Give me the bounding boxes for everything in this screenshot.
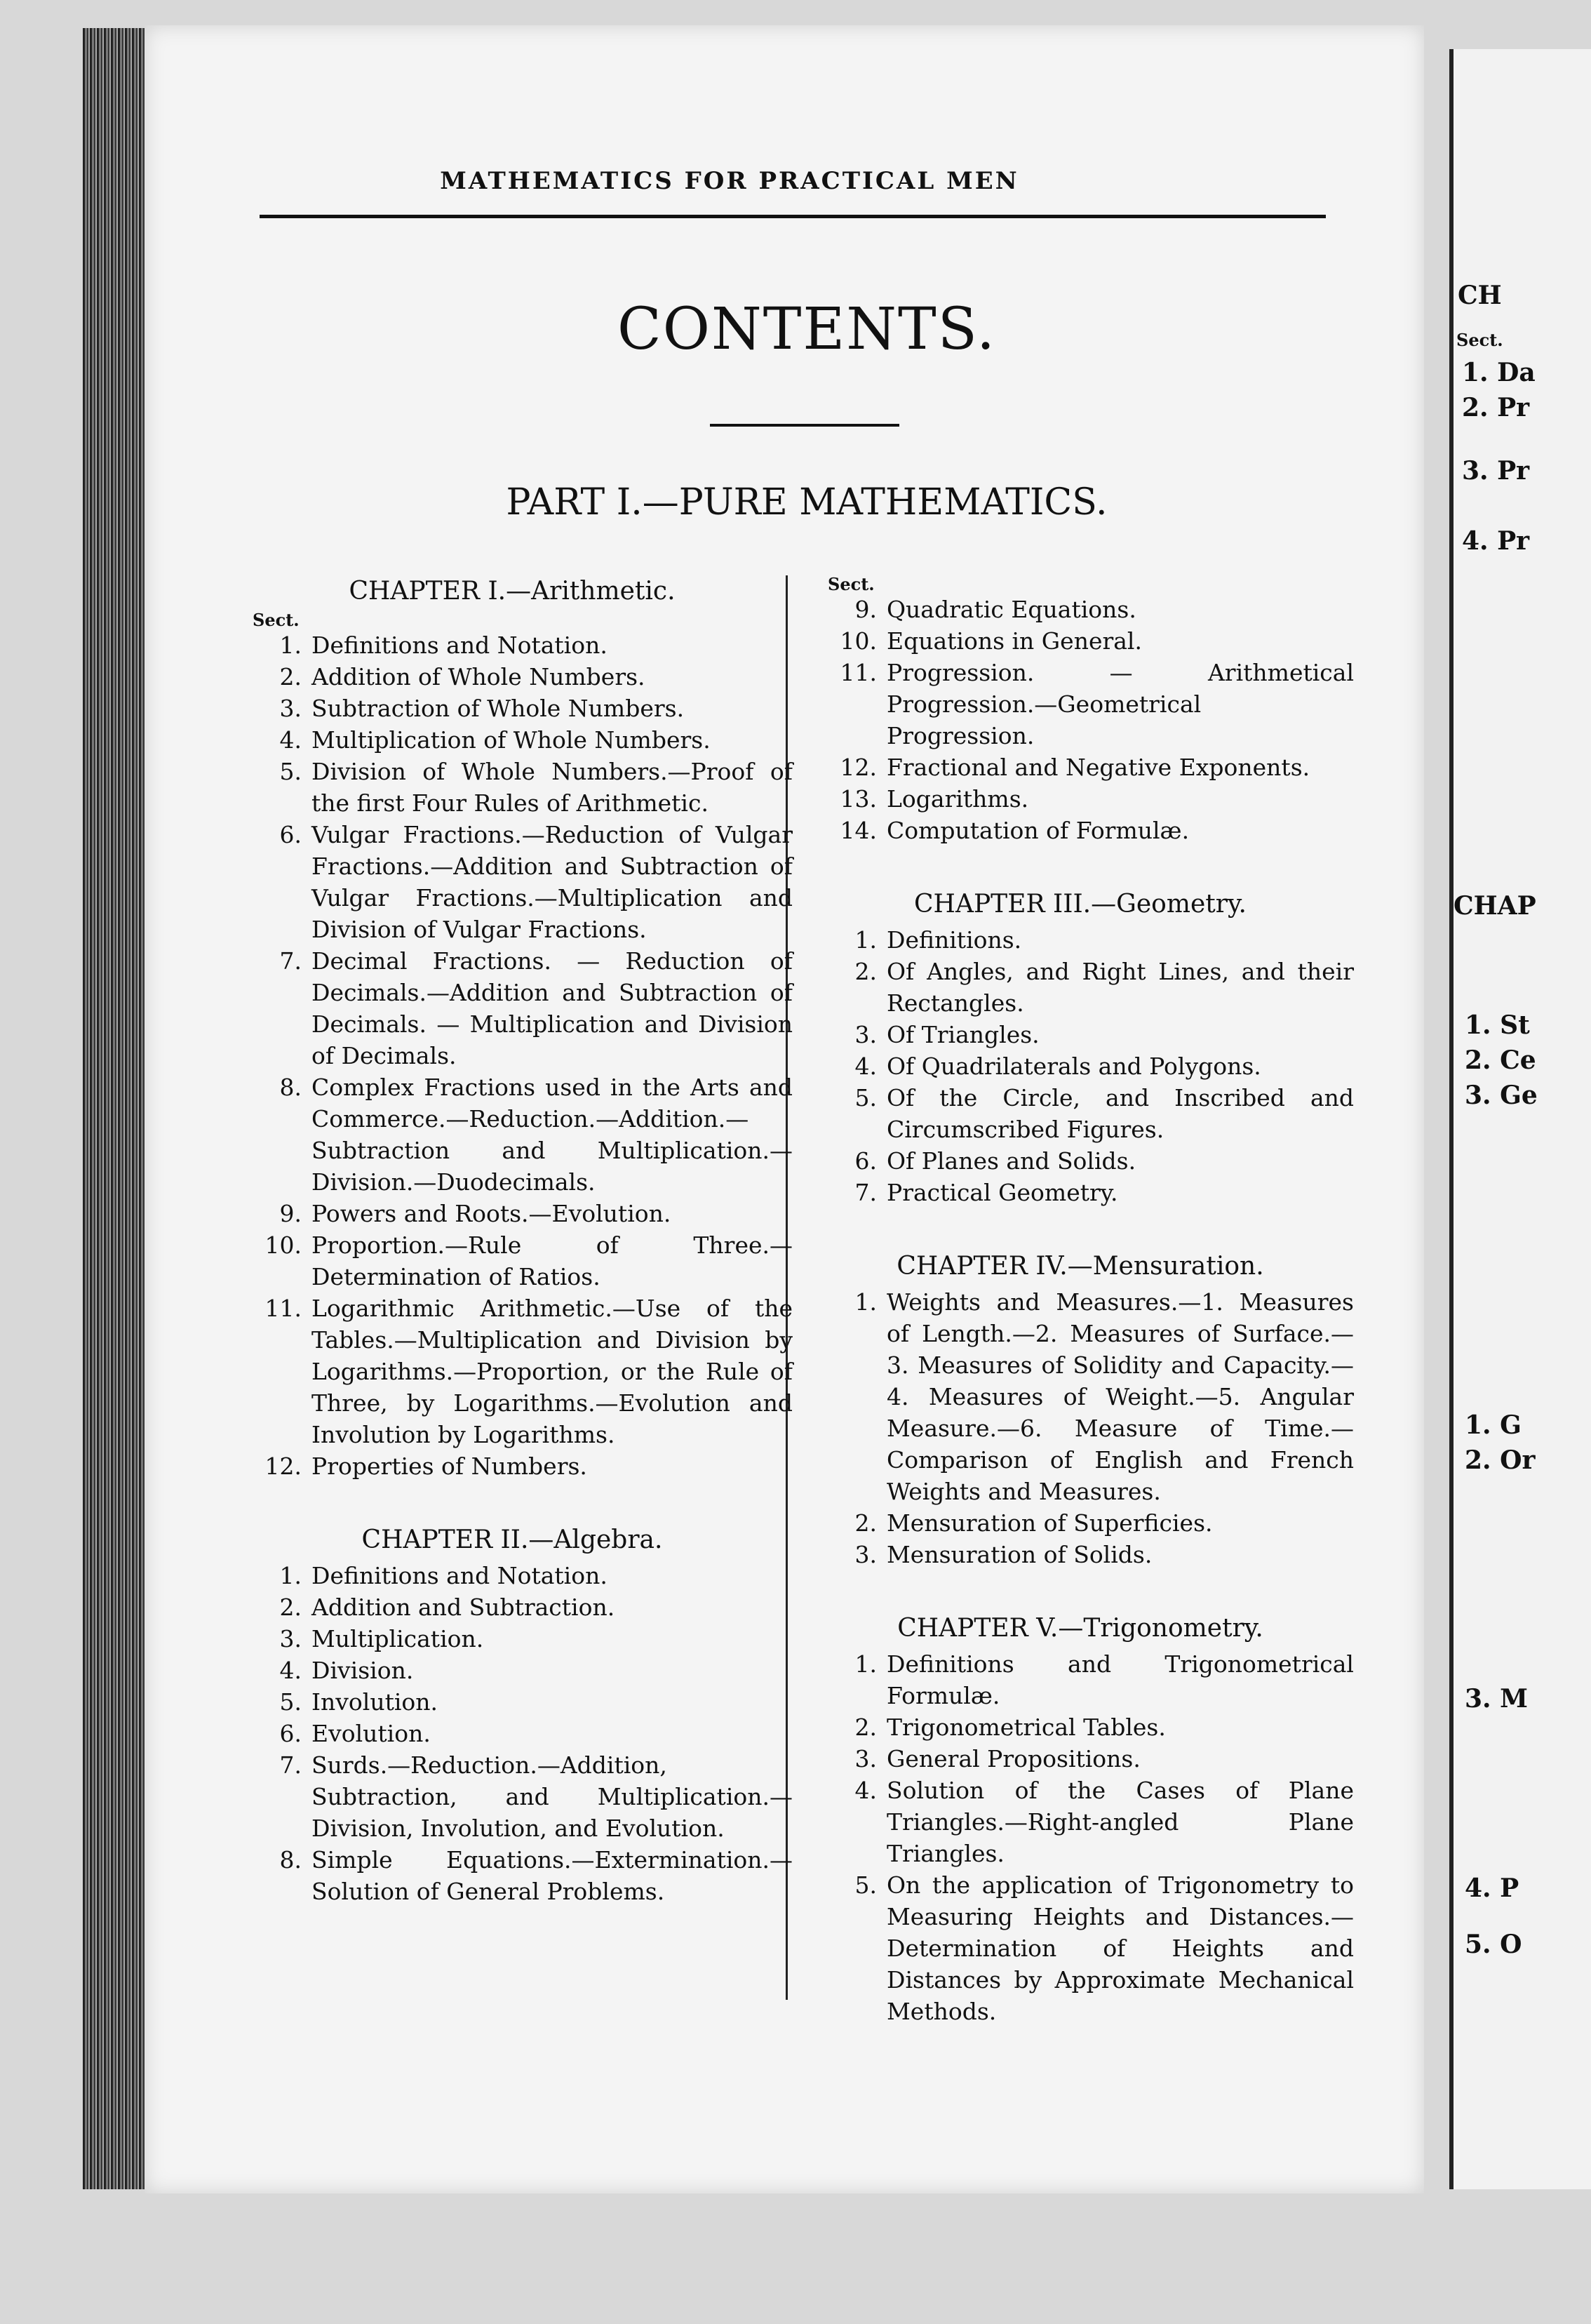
next-page-fragment: 1. Da — [1462, 358, 1536, 387]
chapter-entries — [807, 1648, 1354, 2027]
toc-entry — [231, 1071, 793, 1198]
section-title: Trigonometrical Tables. — [887, 1714, 1166, 1741]
next-page-fragment: CHAP — [1454, 891, 1536, 921]
title-rule — [710, 424, 899, 427]
toc-entry — [231, 693, 793, 724]
section-number: 5. — [854, 1871, 877, 1899]
section-title: Addition of Whole Numbers. — [311, 663, 645, 690]
section-number: 9. — [279, 1200, 302, 1227]
right-column — [807, 575, 1354, 2027]
section-number: 1. — [854, 1288, 877, 1316]
section-title: Complex Fractions used in the Arts and Commerce.—Reduction.—Addition.— Subtraction and Multiplication.—Division.—Duodecimals. — [311, 1074, 793, 1196]
toc-entry — [807, 1145, 1354, 1177]
section-title: Solution of the Cases of Plane Triangles.—Right-angled Plane Triangles. — [887, 1777, 1354, 1867]
chapter-entries — [231, 1560, 793, 1907]
next-page-fragment: 3. M — [1465, 1684, 1528, 1714]
section-title: Decimal Fractions. — Reduction of Decimals.—Addition and Subtraction of Decimals. — Multiplication and Division of Decimals. — [311, 947, 793, 1069]
toc-entry — [807, 815, 1354, 846]
toc-entry — [231, 1718, 793, 1749]
section-number: 2. — [854, 1509, 877, 1537]
section-title: Powers and Roots.—Evolution. — [311, 1200, 671, 1227]
toc-entry — [807, 625, 1354, 657]
section-title: Division of Whole Numbers.—Proof of the first Four Rules of Arithmetic. — [311, 758, 793, 817]
section-title: Of Angles, and Right Lines, and their Rectangles. — [887, 958, 1354, 1017]
section-number: 8. — [279, 1846, 302, 1874]
toc-entry — [231, 724, 793, 756]
chapter-entries — [807, 1286, 1354, 1570]
section-number: 6. — [279, 821, 302, 848]
chapter-heading: CHAPTER I.—Arithmetic. — [349, 577, 676, 606]
section-number: 5. — [279, 758, 302, 785]
toc-entry — [231, 1844, 793, 1907]
chapter-heading: CHAPTER V.—Trigonometry. — [897, 1614, 1263, 1643]
section-title: General Propositions. — [887, 1745, 1141, 1772]
section-number: 4. — [854, 1777, 877, 1804]
chapter-entries — [231, 629, 793, 1482]
toc-entry — [231, 1229, 793, 1293]
section-number: 2. — [279, 1594, 302, 1621]
section-title: Surds.—Reduction.—Addition, Subtraction, and Multiplication.—Division, Involution, and Evolution. — [311, 1751, 793, 1842]
section-number: 10. — [840, 627, 877, 655]
section-number: 7. — [854, 1179, 877, 1206]
sect-label: Sect. — [253, 610, 300, 630]
section-title: Multiplication. — [311, 1625, 484, 1652]
section-number: 2. — [854, 1714, 877, 1741]
section-title: Multiplication of Whole Numbers. — [311, 726, 711, 754]
section-number: 3. — [279, 695, 302, 722]
section-number: 13. — [840, 785, 877, 813]
toc-entry — [231, 1560, 793, 1591]
section-title: Definitions and Trigonometrical Formulæ. — [887, 1650, 1354, 1709]
section-number: 9. — [854, 596, 877, 623]
chapter-heading: CHAPTER III.—Geometry. — [914, 890, 1247, 919]
chapter-heading: CHAPTER IV.—Mensuration. — [897, 1252, 1264, 1281]
section-title: Computation of Formulæ. — [887, 817, 1190, 844]
toc-entry — [807, 1019, 1354, 1050]
section-number: 12. — [840, 754, 877, 781]
toc-entry — [231, 1591, 793, 1623]
section-title: Definitions and Notation. — [311, 1562, 607, 1589]
contents-title: CONTENTS. — [617, 296, 997, 363]
section-title: Of Planes and Solids. — [887, 1147, 1136, 1175]
section-number: 5. — [854, 1084, 877, 1111]
next-page-fragment: 4. Pr — [1462, 526, 1530, 556]
section-number: 8. — [279, 1074, 302, 1101]
toc-entry — [807, 1743, 1354, 1775]
section-title: Mensuration of Superficies. — [887, 1509, 1213, 1537]
toc-entry — [231, 1450, 793, 1482]
section-number: 3. — [279, 1625, 302, 1652]
section-number: 4. — [854, 1053, 877, 1080]
section-title: Of Quadrilaterals and Polygons. — [887, 1053, 1261, 1080]
toc-entry — [807, 1050, 1354, 1082]
section-number: 4. — [279, 726, 302, 754]
toc-entry — [807, 956, 1354, 1019]
toc-entry — [807, 1648, 1354, 1711]
toc-entry — [807, 594, 1354, 625]
toc-entry — [807, 1286, 1354, 1507]
toc-entry — [231, 629, 793, 661]
book-binding — [83, 28, 145, 2189]
section-number: 2. — [854, 958, 877, 985]
section-number: 12. — [264, 1452, 302, 1480]
section-number: 1. — [854, 926, 877, 954]
next-page-fragment: 1. St — [1465, 1010, 1530, 1040]
chapter-entries — [807, 594, 1354, 846]
toc-entry — [231, 1623, 793, 1655]
next-page-fragment: 1. G — [1465, 1410, 1522, 1440]
section-title: Addition and Subtraction. — [311, 1594, 615, 1621]
section-title: Equations in General. — [887, 627, 1142, 655]
section-number: 10. — [264, 1231, 302, 1259]
next-page-fragment: 3. Ge — [1465, 1081, 1538, 1110]
sect-label: Sect. — [828, 574, 875, 594]
section-number: 3. — [854, 1541, 877, 1568]
toc-entry — [807, 1507, 1354, 1539]
section-number: 1. — [854, 1650, 877, 1678]
section-title: Practical Geometry. — [887, 1179, 1118, 1206]
toc-entry — [807, 1539, 1354, 1570]
section-title: On the application of Trigonometry to Measuring Heights and Distances.— Determination of Heights and Distances by Approximate Mechanical Methods. — [887, 1871, 1354, 2025]
section-number: 1. — [279, 1562, 302, 1589]
chapter-heading: CHAPTER II.—Algebra. — [361, 1525, 663, 1554]
section-number: 2. — [279, 663, 302, 690]
header-rule — [260, 215, 1326, 218]
section-number: 5. — [279, 1688, 302, 1716]
toc-entry — [231, 1198, 793, 1229]
section-title: Quadratic Equations. — [887, 596, 1136, 623]
next-page-fragment: 3. Pr — [1462, 456, 1530, 486]
next-page-fragment: CH — [1458, 281, 1502, 310]
section-title: Logarithmic Arithmetic.—Use of the Tables.—Multiplication and Division by Logarithms.—Proportion, or the Rule of Three, by Logarithms.—Evolution and Involution by Logarithms. — [311, 1295, 793, 1448]
toc-entry — [231, 756, 793, 819]
next-page-fragment: 2. Pr — [1462, 393, 1530, 422]
section-number: 7. — [279, 1751, 302, 1779]
section-title: Logarithms. — [887, 785, 1029, 813]
section-title: Definitions. — [887, 926, 1022, 954]
toc-entry — [807, 1869, 1354, 2027]
toc-entry — [231, 1293, 793, 1450]
toc-entry — [231, 661, 793, 693]
toc-entry — [807, 924, 1354, 956]
section-title: Involution. — [311, 1688, 438, 1716]
running-head: MATHEMATICS FOR PRACTICAL MEN — [440, 167, 1019, 195]
section-title: Fractional and Negative Exponents. — [887, 754, 1310, 781]
toc-entry — [807, 1775, 1354, 1869]
section-number: 3. — [854, 1021, 877, 1048]
part-title: PART I.—PURE MATHEMATICS. — [506, 481, 1108, 523]
section-title: Mensuration of Solids. — [887, 1541, 1153, 1568]
chapter-entries — [807, 924, 1354, 1208]
toc-entry — [231, 819, 793, 945]
next-page-fragment: 2. Ce — [1465, 1046, 1536, 1075]
next-page-edge — [1449, 49, 1591, 2189]
section-number: 7. — [279, 947, 302, 975]
section-title: Subtraction of Whole Numbers. — [311, 695, 685, 722]
next-page-fragment: 2. Or — [1465, 1445, 1536, 1475]
section-title: Properties of Numbers. — [311, 1452, 587, 1480]
section-number: 11. — [840, 659, 877, 686]
toc-entry — [807, 657, 1354, 752]
section-number: 1. — [279, 632, 302, 659]
toc-entry — [231, 945, 793, 1071]
toc-entry — [807, 1082, 1354, 1145]
next-page-fragment: 5. O — [1465, 1930, 1522, 1959]
section-title: Of the Circle, and Inscribed and Circumscribed Figures. — [887, 1084, 1354, 1143]
toc-entry — [807, 783, 1354, 815]
section-number: 3. — [854, 1745, 877, 1772]
section-title: Progression. — Arithmetical Progression.—Geometrical Progression. — [887, 659, 1354, 749]
section-title: Weights and Measures.—1. Measures of Length.—2. Measures of Surface.—3. Measures of Solidity and Capacity.—4. Measures of Weight.—5. Angular Measure.—6. Measure of Time.—Comparison of English and French Weights and Measures. — [887, 1288, 1354, 1505]
next-page-fragment: Sect. — [1456, 330, 1503, 350]
toc-entry — [807, 752, 1354, 783]
next-page-fragment: 4. P — [1465, 1874, 1519, 1903]
toc-entry — [231, 1655, 793, 1686]
toc-entry — [807, 1711, 1354, 1743]
section-number: 11. — [264, 1295, 302, 1322]
section-title: Evolution. — [311, 1720, 431, 1747]
left-column — [231, 575, 793, 1907]
section-title: Proportion.—Rule of Three.—Determination of Ratios. — [311, 1231, 793, 1290]
toc-entry — [231, 1686, 793, 1718]
section-title: Vulgar Fractions.—Reduction of Vulgar Fractions.—Addition and Subtraction of Vulgar Fractions.—Multiplication and Division of Vulgar Fractions. — [311, 821, 793, 943]
section-number: 4. — [279, 1657, 302, 1684]
section-title: Simple Equations.—Extermination.—Solution of General Problems. — [311, 1846, 793, 1905]
toc-entry — [807, 1177, 1354, 1208]
section-title: Division. — [311, 1657, 414, 1684]
section-number: 6. — [854, 1147, 877, 1175]
section-title: Definitions and Notation. — [311, 632, 607, 659]
section-title: Of Triangles. — [887, 1021, 1040, 1048]
section-number: 6. — [279, 1720, 302, 1747]
section-number: 14. — [840, 817, 877, 844]
toc-entry — [231, 1749, 793, 1844]
